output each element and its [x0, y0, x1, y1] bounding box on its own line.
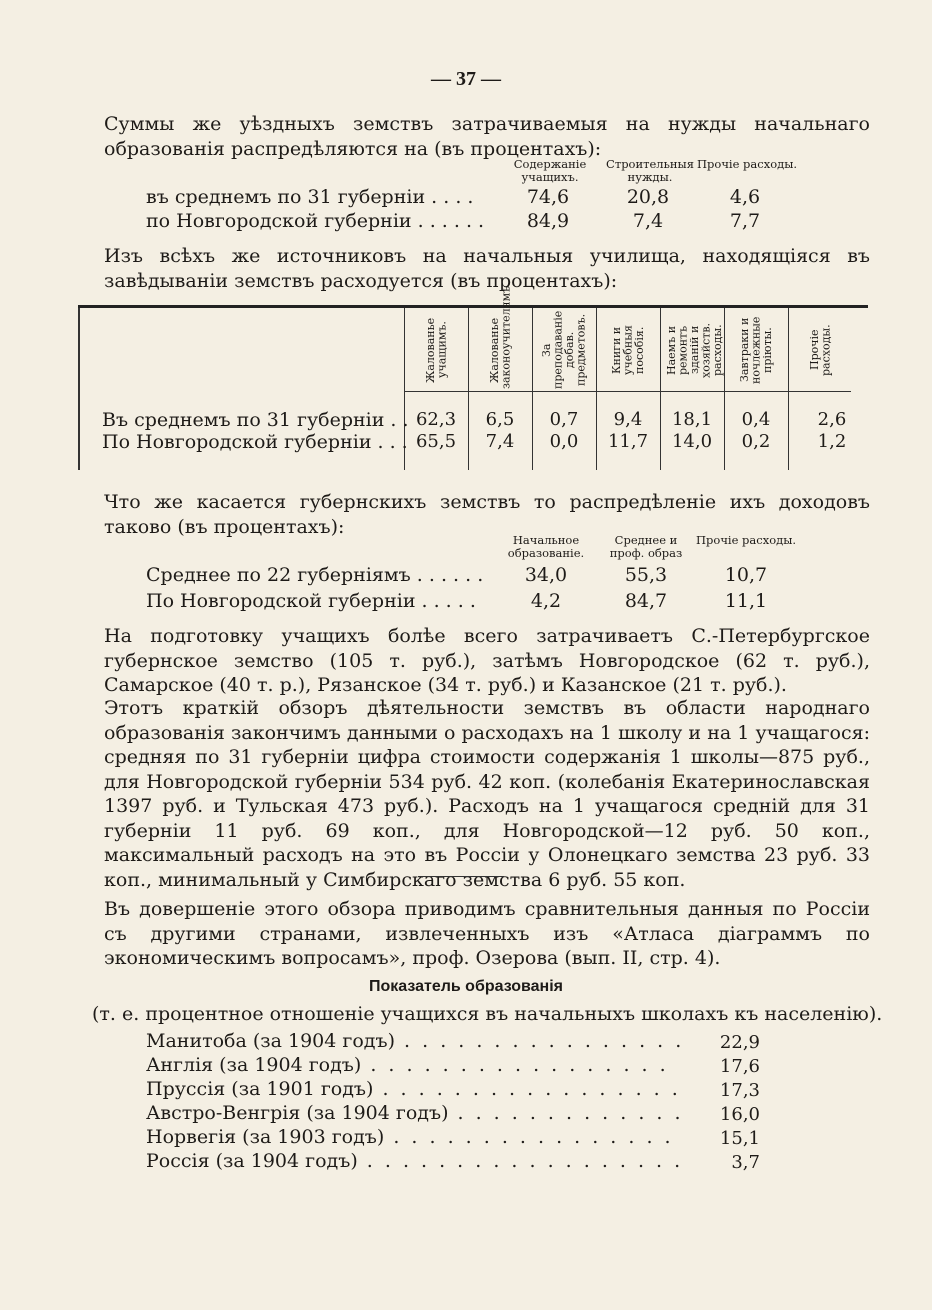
- table-cell: 0,7: [549, 409, 579, 430]
- list-item: Манитоба (за 1904 годъ) . . . . . . . . . . . . . . . .: [146, 1030, 685, 1052]
- table-cell: 0,2: [741, 431, 771, 452]
- column-header: Жалованье учащимъ.: [423, 317, 448, 383]
- column-header: Начальное образованіе.: [507, 533, 585, 560]
- column-header: Завтраки и ночлежные пріюты.: [737, 316, 774, 384]
- column-header: Прочіе расходы.: [696, 533, 797, 547]
- table-cell: 20,8: [626, 186, 670, 208]
- list-item: Норвегія (за 1903 годъ) . . . . . . . . . . . . . . . .: [146, 1126, 674, 1148]
- table-cell: 34,0: [524, 564, 568, 586]
- table-border: [788, 308, 789, 470]
- table-cell: 4,2: [530, 590, 562, 612]
- table-cell: 11,1: [724, 590, 768, 612]
- education-index-list: [0, 1030, 932, 1180]
- list-value: 3,7: [731, 1152, 760, 1173]
- table-cell: 18,1: [671, 409, 713, 430]
- table-cell: 0,0: [549, 431, 579, 452]
- row-label: въ среднемъ по 31 губерніи . . . .: [146, 186, 474, 208]
- column-header: Строительныя нужды.: [606, 157, 694, 184]
- paragraph-teacher-training: На подготовку учащихъ болѣе всего затрачиваетъ С.-Петербургское губернское земство (105 т. руб.), затѣмъ Новгородское (62 т. руб.), Самарское (40 т. р.), Рязанское (34 т. руб.) и Казанское (21 т. руб.).: [104, 625, 870, 696]
- column-header: Книги и учебныя пособія.: [609, 325, 646, 375]
- list-item: Пруссія (за 1901 годъ) . . . . . . . . . . . . . . . . .: [146, 1078, 681, 1100]
- section-subtitle: (т. е. процентное отношеніе учащихся въ начальныхъ школахъ къ населенію).: [92, 1003, 883, 1025]
- row-label: Въ среднемъ по 31 губерніи . .: [102, 409, 409, 431]
- table-cell: 6,5: [485, 409, 515, 430]
- table-header-rule: [404, 391, 851, 392]
- list-value: 15,1: [719, 1128, 760, 1149]
- paragraph-school-costs: Этотъ краткій обзоръ дѣятельности земствъ въ области народнаго образованія закончимъ данными о расходахъ на 1 школу и на 1 учащагося: средняя по 31 губерніи цифра стоимости содержанія 1 школы—875 руб., для Новгородской губерніи 534 руб. 42 коп. (колебанія Екатеринославская 1397 руб. и Тульская 473 руб.). Расходъ на 1 учащагося средній для 31 губерніи 11 руб. 69 коп., для Новгородской—12 руб. 50 коп., максимальный расходъ на это въ Россіи у Олонецкаго земства 23 руб. 33 коп., минимальный у Симбирскаго земства 6 руб. 55 коп.: [104, 697, 870, 891]
- row-label: По Новгородской губерніи . . .: [102, 431, 408, 453]
- column-header: Среднее и проф. образ: [609, 533, 683, 560]
- table-cell: 7,7: [729, 210, 761, 232]
- list-value: 17,6: [719, 1056, 760, 1077]
- column-header: Прочіе расходы.: [807, 324, 832, 376]
- column-header: За преподаваніе добав. предметовъ.: [540, 310, 588, 389]
- section-title: Показатель образованія: [368, 978, 563, 995]
- section-divider: [418, 876, 504, 877]
- table-border: [78, 308, 80, 470]
- table-gubernia-expenses: [0, 534, 932, 614]
- table-cell: 84,7: [624, 590, 668, 612]
- column-header: Прочіе расходы.: [697, 157, 798, 171]
- table-cell: 62,3: [415, 409, 457, 430]
- list-item: Англія (за 1904 годъ) . . . . . . . . . . . . . . . . .: [146, 1054, 669, 1076]
- table-cell: 74,6: [526, 186, 570, 208]
- list-item: Россія (за 1904 годъ) . . . . . . . . . . . . . . . . . .: [146, 1150, 684, 1172]
- table-cell: 9,4: [613, 409, 643, 430]
- table-cell: 7,4: [632, 210, 664, 232]
- list-item: Австро-Венгрія (за 1904 годъ) . . . . . . . . . . . . .: [146, 1102, 684, 1124]
- table-cell: 7,4: [485, 431, 515, 452]
- list-value: 16,0: [719, 1104, 760, 1125]
- paragraph-comparison: Въ довершеніе этого обзора приводимъ сравнительныя данныя по Россіи съ другими странами, извлеченныхъ изъ «Атласа діаграммъ по экономическимъ вопросамъ», проф. Озерова (вып. II, стр. 4).: [104, 898, 870, 969]
- row-label: По Новгородской губерніи . . . . .: [146, 590, 476, 612]
- paragraph-sources: Изъ всѣхъ же источниковъ на начальныя училища, находящіяся въ завѣдываніи земствъ расходуется (въ процентахъ):: [104, 245, 870, 292]
- table-cell: 11,7: [607, 431, 649, 452]
- column-header: Жалованье законоучителямъ.: [487, 282, 512, 389]
- column-header: Наемъ и ремонтъ зданій и хозяйств. расходы.: [665, 322, 724, 378]
- column-header: Содержаніе учащихъ.: [513, 157, 587, 184]
- table-school-expenses: [78, 282, 868, 471]
- paragraph-uezd-expenses: Суммы же уѣздныхъ земствъ затрачиваемыя на нужды начальнаго образованія распредѣляются на (въ процентахъ):: [104, 113, 870, 160]
- table-cell: 1,2: [817, 431, 847, 452]
- row-label: по Новгородской губерніи . . . . . .: [146, 210, 485, 232]
- row-label: Среднее по 22 губерніямъ . . . . . .: [146, 564, 484, 586]
- table-cell: 0,4: [741, 409, 771, 430]
- table-cell: 2,6: [817, 409, 847, 430]
- table-cell: 55,3: [624, 564, 668, 586]
- paragraph-gubernia: Что же касается губернскихъ земствъ то распредѣленіе ихъ доходовъ таково (въ процентахъ):: [104, 491, 870, 538]
- table-cell: 10,7: [724, 564, 768, 586]
- list-value: 17,3: [719, 1080, 760, 1101]
- table-uezd-expenses: [0, 158, 932, 238]
- table-cell: 84,9: [526, 210, 570, 232]
- page-number: — 37 —: [431, 68, 501, 90]
- table-cell: 4,6: [729, 186, 761, 208]
- table-cell: 14,0: [671, 431, 713, 452]
- table-cell: 65,5: [415, 431, 457, 452]
- table-top-rule: [78, 305, 868, 308]
- list-value: 22,9: [719, 1032, 760, 1053]
